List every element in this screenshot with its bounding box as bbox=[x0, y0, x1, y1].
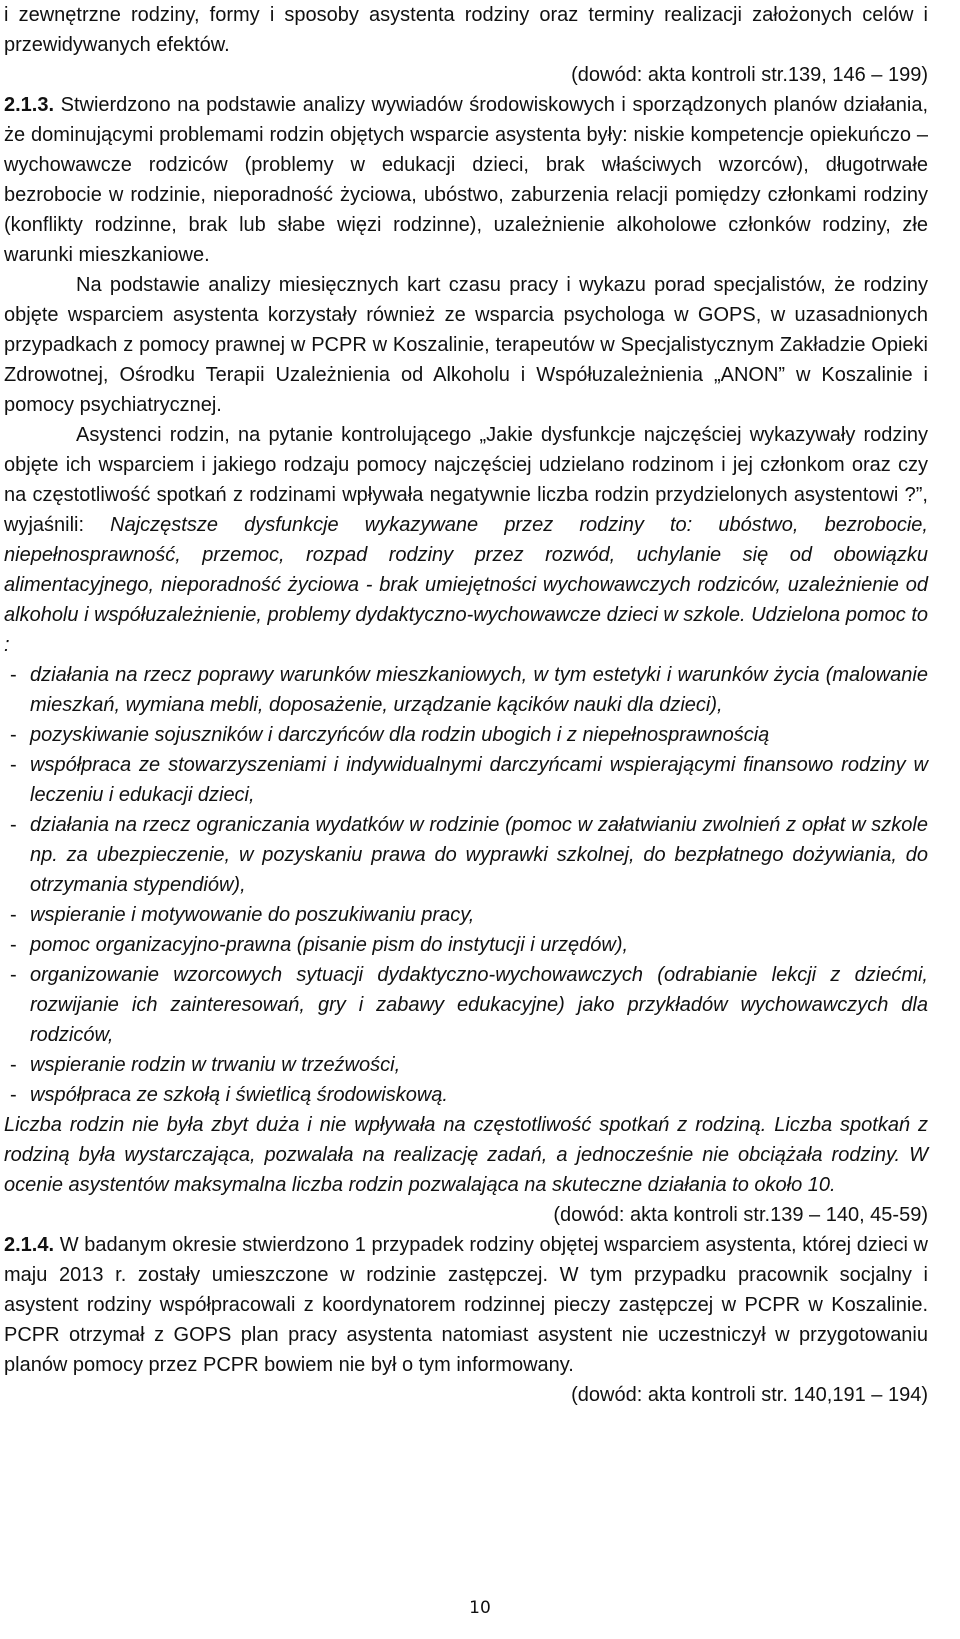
question-paragraph bbox=[4, 420, 928, 660]
list-item: - wspieranie i motywowanie do poszukiwaniu pracy, bbox=[4, 900, 928, 930]
section-text: W badanym okresie stwierdzono 1 przypadek rodziny objętej wsparciem asystenta, której dzieci w maju 2013 r. zostały umieszczone w rodzinie zastępczej. W tym przypadku pracownik socjalny i asystent rodziny współpracowali z koordynatorem rodzinnej pieczy zastępczej w PCPR w Koszalinie. PCPR otrzymał z GOPS plan pracy asystenta natomiast asystent nie uczestniczył w przygotowaniu planów pomocy przez PCPR bowiem nie był o tym informowany. bbox=[4, 1234, 928, 1376]
section-text: Stwierdzono na podstawie analizy wywiadów środowiskowych i sporządzonych planów działania, że dominującymi problemami rodzin objętych wsparcie asystenta były: niskie kompetencje opiekuńczo – wychowawcze rodziców (problemy w edukacji dzieci, brak właściwych wzorców), długotrwałe bezrobocie w rodzinie, nieporadność życiowa, ubóstwo, zaburzenia relacji pomiędzy członkami rodziny (konflikty rodzinne, brak lub słabe więzi rodzinne), uzależnienie alkoholowe członków rodziny, złe warunki mieszkaniowe. bbox=[4, 94, 928, 266]
section-2-1-3 bbox=[4, 90, 928, 270]
page-number: 10 bbox=[469, 1598, 491, 1618]
list-item: - współpraca ze stowarzyszeniami i indywidualnymi darczyńcami wspierającymi finansowo rodziny w leczeniu i edukacji dzieci, bbox=[4, 750, 928, 810]
continuation-paragraph: i zewnętrzne rodziny, formy i sposoby asystenta rodziny oraz terminy realizacji założonych celów i przewidywanych efektów. bbox=[4, 4, 928, 56]
section-2-1-4 bbox=[4, 1230, 928, 1380]
families-count-paragraph: Liczba rodzin nie była zbyt duża i nie wpływała na częstotliwość spotkań z rodziną. Liczba spotkań z rodziną była wystarczająca, pozwalała na realizację zadań, a jednocześnie nie obciążała rodziny. W ocenie asystentów maksymalna liczba rodzin pozwalająca na skuteczne działania to około 10. bbox=[4, 1114, 928, 1196]
section-number: 2.1.3. bbox=[4, 94, 55, 116]
list-item: - pozyskiwanie sojuszników i darczyńców dla rodzin ubogich i z niepełnosprawnością bbox=[4, 720, 928, 750]
evidence-reference: (dowód: akta kontroli str. 140,191 – 194) bbox=[571, 1384, 928, 1406]
section-number: 2.1.4. bbox=[4, 1234, 55, 1256]
question-lead: Asystenci rodzin, na pytanie kontrolującego „Jakie dysfunkcje najczęściej wykazywały rodziny objęte ich wsparciem i jakiego rodzaju pomocy najczęściej udzielano rodzinom i jej członkom oraz czy na częstotliwość spotkań z rodzinami wpływała negatywnie liczba rodzin przydzielonych asystentowi ?”, wyjaśnili: bbox=[4, 424, 928, 536]
list-item: - działania na rzecz poprawy warunków mieszkaniowych, w tym estetyki i warunków życia (malowanie mieszkań, wymiana mebli, doposażenie, urządzanie kącików nauki dla dzieci), bbox=[4, 660, 928, 720]
evidence-reference: (dowód: akta kontroli str.139, 146 – 199) bbox=[571, 64, 928, 86]
document-body bbox=[4, 0, 928, 1410]
list-item: - współpraca ze szkołą i świetlicą środowiskową. bbox=[4, 1080, 928, 1110]
help-list bbox=[4, 660, 928, 1110]
question-answer: Najczęstsze dysfunkcje wykazywane przez rodziny to: ubóstwo, bezrobocie, niepełnosprawność, przemoc, rozpad rodziny przez rozwód, uchylanie się od obowiązku alimentacyjnego, nieporadność życiowa - brak umiejętności wychowawczych rodziców, uzależnienie od alkoholu i współuzależnienie, problemy dydaktyczno-wychowawcze dzieci w szkole. Udzielona pomoc to : bbox=[4, 514, 928, 656]
support-paragraph: Na podstawie analizy miesięcznych kart czasu pracy i wykazu porad specjalistów, że rodziny objęte wsparciem asystenta korzystały również ze wsparcia psychologa w GOPS, w uzasadnionych przypadkach z pomocy prawnej w PCPR w Koszalinie, terapeutów w Specjalistycznym Zakładzie Opieki Zdrowotnej, Ośrodku Terapii Uzależnienia od Alkoholu i Współuzależnienia „ANON” w Koszalinie i pomocy psychiatrycznej. bbox=[4, 274, 928, 416]
evidence-reference: (dowód: akta kontroli str.139 – 140, 45-59) bbox=[553, 1204, 928, 1226]
list-item: - wspieranie rodzin w trwaniu w trzeźwości, bbox=[4, 1050, 928, 1080]
list-item: - działania na rzecz ograniczania wydatków w rodzinie (pomoc w załatwianiu zwolnień z opłat w szkole np. za ubezpieczenie, w pozyskaniu prawa do wyprawki szkolnej, do bezpłatnego dożywiania, do otrzymania stypendiów), bbox=[4, 810, 928, 900]
list-item: - organizowanie wzorcowych sytuacji dydaktyczno-wychowawczych (odrabianie lekcji z dziećmi, rozwijanie ich zainteresowań, gry i zabawy edukacyjne) jako przykładów wychowawczych dla rodziców, bbox=[4, 960, 928, 1050]
list-item: - pomoc organizacyjno-prawna (pisanie pism do instytucji i urzędów), bbox=[4, 930, 928, 960]
